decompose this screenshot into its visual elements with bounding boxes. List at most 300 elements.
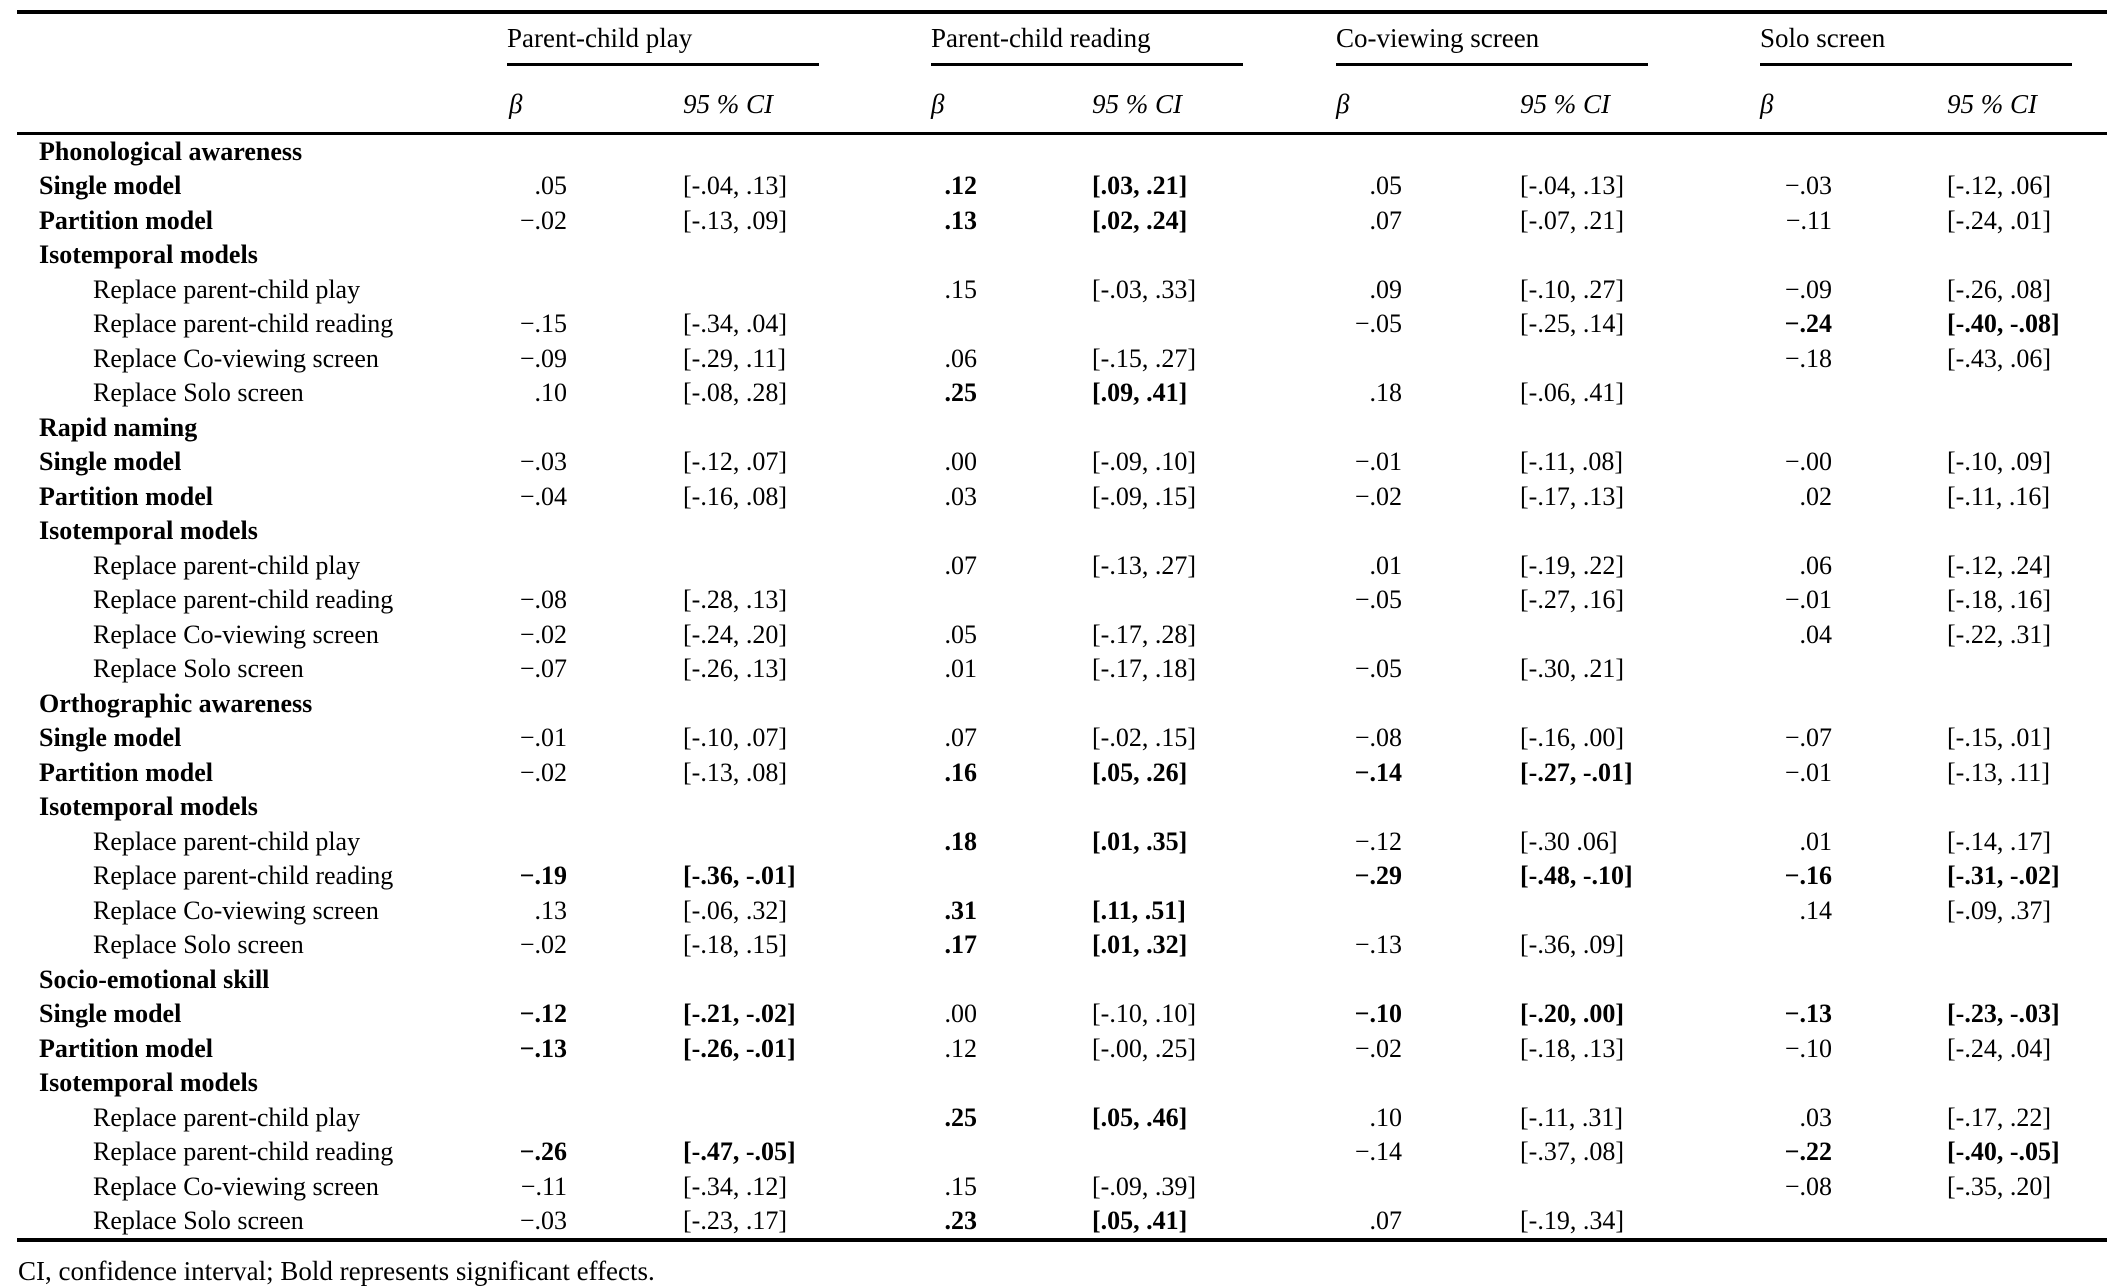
ci-value: [-.26, .13] xyxy=(683,654,787,684)
beta-value: −.08 xyxy=(1784,1171,1832,1201)
beta-value xyxy=(507,1066,567,1101)
ci-value: [.11, .51] xyxy=(1092,895,1186,925)
beta-value: .14 xyxy=(1799,895,1832,925)
beta-value: −.18 xyxy=(1784,343,1832,373)
table-row xyxy=(17,928,2107,963)
ci-value: [.05, .41] xyxy=(1092,1206,1188,1235)
beta-value xyxy=(507,790,567,825)
beta-value xyxy=(1322,618,1402,653)
subheader-row xyxy=(17,66,2107,134)
ci-value xyxy=(1402,514,1742,549)
table-row xyxy=(17,1204,2107,1240)
ci-value: [-.37, .08] xyxy=(1520,1137,1624,1167)
ci-value: [.05, .46] xyxy=(1092,1102,1188,1132)
beta-value: .06 xyxy=(1799,550,1832,580)
row-label: Replace parent-child play xyxy=(93,1102,361,1132)
ci-value: [.09, .41] xyxy=(1092,378,1188,408)
beta-value: .03 xyxy=(944,481,977,511)
ci-value: [-.40, -.05] xyxy=(1947,1137,2060,1167)
ci-value: [.01, .32] xyxy=(1092,930,1188,960)
table-row xyxy=(17,1135,2107,1170)
section-title: Socio-emotional skill xyxy=(39,964,270,994)
row-label: Partition model xyxy=(39,757,214,787)
section-title-row xyxy=(17,134,2107,170)
beta-value: −.05 xyxy=(1354,654,1402,684)
beta-value xyxy=(1742,652,1832,687)
beta-value: .01 xyxy=(944,654,977,684)
beta-value: −.01 xyxy=(1784,757,1832,787)
beta-value xyxy=(1322,342,1402,377)
ci-value: [-.17, .28] xyxy=(1092,619,1196,649)
row-label: Isotemporal models xyxy=(39,792,258,822)
ci-value xyxy=(1832,928,2107,963)
beta-value: −.11 xyxy=(1785,205,1832,235)
table-row xyxy=(17,1170,2107,1205)
ci-value: [-.16, .00] xyxy=(1520,723,1624,753)
ci-value: [-.24, .01] xyxy=(1947,205,2051,235)
row-label: Isotemporal models xyxy=(39,516,258,546)
beta-value xyxy=(1742,790,1832,825)
results-table xyxy=(17,10,2107,1242)
beta-value: −.04 xyxy=(519,481,567,511)
ci-value xyxy=(567,273,907,308)
ci-value: [-.25, .14] xyxy=(1520,309,1624,339)
ci-value: [-.21, -.02] xyxy=(683,999,796,1029)
ci-header: 95 % CI xyxy=(977,66,1322,134)
ci-value: [-.23, .17] xyxy=(683,1206,787,1235)
table-row xyxy=(17,790,2107,825)
row-label: Partition model xyxy=(39,205,214,235)
beta-value: −.12 xyxy=(519,999,567,1029)
beta-value: −.05 xyxy=(1354,585,1402,615)
beta-value: .05 xyxy=(534,171,567,201)
beta-value xyxy=(907,790,977,825)
beta-value xyxy=(907,307,977,342)
ci-value: [-.02, .15] xyxy=(1092,723,1196,753)
ci-value: [-.13, .08] xyxy=(683,757,787,787)
ci-value xyxy=(1832,376,2107,411)
ci-value: [-.17, .22] xyxy=(1947,1102,2051,1132)
ci-value: [-.13, .27] xyxy=(1092,550,1196,580)
ci-value xyxy=(1832,790,2107,825)
ci-value: [-.31, -.02] xyxy=(1947,861,2060,891)
beta-value xyxy=(1322,790,1402,825)
ci-value: [-.13, .11] xyxy=(1947,757,2051,787)
table-row xyxy=(17,549,2107,584)
ci-value xyxy=(1402,790,1742,825)
ci-value xyxy=(567,549,907,584)
beta-value: .13 xyxy=(944,205,977,235)
ci-value xyxy=(567,1101,907,1136)
beta-value: .10 xyxy=(1369,1102,1402,1132)
ci-value: [-.34, .04] xyxy=(683,309,787,339)
beta-value: .25 xyxy=(944,1102,977,1132)
beta-value: .12 xyxy=(944,1033,977,1063)
ci-value: [-.26, .08] xyxy=(1947,274,2051,304)
table-body xyxy=(17,134,2107,1241)
row-label: Single model xyxy=(39,999,182,1029)
ci-value xyxy=(977,514,1322,549)
ci-value xyxy=(1402,894,1742,929)
beta-value: −.22 xyxy=(1784,1137,1832,1167)
ci-value: [-.17, .18] xyxy=(1092,654,1196,684)
beta-value: −.02 xyxy=(519,619,567,649)
corner-cell xyxy=(17,12,507,66)
ci-value xyxy=(1832,238,2107,273)
table-row xyxy=(17,342,2107,377)
row-label: Replace Co-viewing screen xyxy=(93,343,379,373)
beta-value xyxy=(1742,928,1832,963)
row-label: Replace parent-child play xyxy=(93,826,361,856)
beta-value: −.03 xyxy=(1784,171,1832,201)
ci-value: [-.03, .33] xyxy=(1092,274,1196,304)
ci-value: [-.18, .13] xyxy=(1520,1033,1624,1063)
ci-value xyxy=(1832,652,2107,687)
ci-value xyxy=(567,514,907,549)
ci-value xyxy=(1402,1170,1742,1205)
ci-value: [-.19, .34] xyxy=(1520,1206,1624,1235)
table-row xyxy=(17,273,2107,308)
beta-value: .18 xyxy=(944,826,977,856)
ci-value: [-.10, .10] xyxy=(1092,999,1196,1029)
table-row xyxy=(17,1066,2107,1101)
beta-value: −.02 xyxy=(519,930,567,960)
ci-value xyxy=(1402,238,1742,273)
ci-value: [-.18, .15] xyxy=(683,930,787,960)
beta-value: .23 xyxy=(944,1206,977,1235)
ci-value xyxy=(977,307,1322,342)
table-row xyxy=(17,204,2107,239)
group-header-label: Solo screen xyxy=(1760,24,2072,66)
row-label: Replace Co-viewing screen xyxy=(93,619,379,649)
ci-value: [-.34, .12] xyxy=(683,1171,787,1201)
beta-value xyxy=(907,1135,977,1170)
beta-value xyxy=(507,273,567,308)
ci-value: [-.12, .06] xyxy=(1947,171,2051,201)
table-row xyxy=(17,859,2107,894)
ci-header: 95 % CI xyxy=(1832,66,2107,134)
beta-value: .16 xyxy=(944,757,977,787)
beta-value: .01 xyxy=(1799,826,1832,856)
beta-value xyxy=(1742,238,1832,273)
beta-value: .05 xyxy=(1369,171,1402,201)
beta-value: −.09 xyxy=(519,343,567,373)
table-row xyxy=(17,583,2107,618)
beta-value xyxy=(907,1066,977,1101)
ci-value: [-.43, .06] xyxy=(1947,343,2051,373)
table-row xyxy=(17,169,2107,204)
beta-value: −.15 xyxy=(519,309,567,339)
beta-value xyxy=(1322,514,1402,549)
ci-value: [-.20, .00] xyxy=(1520,999,1624,1029)
ci-value: [-.36, .09] xyxy=(1520,930,1624,960)
row-label: Replace parent-child reading xyxy=(93,861,394,891)
ci-value xyxy=(1402,342,1742,377)
beta-value: −.01 xyxy=(1354,447,1402,477)
table-row xyxy=(17,618,2107,653)
group-header-solo xyxy=(1742,12,2107,66)
group-header-reading xyxy=(907,12,1322,66)
footnote: CI, confidence interval; Bold represents significant effects. xyxy=(18,1256,655,1286)
ci-value: [-.06, .41] xyxy=(1520,378,1624,408)
ci-value: [-.27, .16] xyxy=(1520,585,1624,615)
beta-value: −.03 xyxy=(519,1206,567,1235)
beta-value: −.02 xyxy=(1354,1033,1402,1063)
beta-value: .15 xyxy=(944,1171,977,1201)
ci-value xyxy=(567,790,907,825)
beta-value: −.16 xyxy=(1784,861,1832,891)
ci-value: [-.12, .24] xyxy=(1947,550,2051,580)
ci-value: [-.23, -.03] xyxy=(1947,999,2060,1029)
ci-value: [-.11, .08] xyxy=(1520,447,1624,477)
ci-value: [-.08, .28] xyxy=(683,378,787,408)
ci-value xyxy=(567,825,907,860)
beta-header: β xyxy=(907,66,977,134)
ci-value: [.02, .24] xyxy=(1092,205,1188,235)
beta-value: .02 xyxy=(1799,481,1832,511)
beta-value: .25 xyxy=(944,378,977,408)
ci-value: [-.15, .01] xyxy=(1947,723,2051,753)
beta-value: .04 xyxy=(1799,619,1832,649)
beta-value: −.02 xyxy=(519,205,567,235)
beta-value xyxy=(907,238,977,273)
row-label: Isotemporal models xyxy=(39,240,258,270)
ci-value: [-.11, .16] xyxy=(1947,481,2051,511)
beta-value: −.00 xyxy=(1784,447,1832,477)
group-header-label: Parent-child play xyxy=(507,24,819,66)
beta-value: .12 xyxy=(944,171,977,201)
ci-value: [-.47, -.05] xyxy=(683,1137,796,1167)
beta-value: −.10 xyxy=(1784,1033,1832,1063)
beta-value: −.10 xyxy=(1354,999,1402,1029)
row-label: Single model xyxy=(39,447,182,477)
ci-value: [-.09, .10] xyxy=(1092,447,1196,477)
ci-value: [-.48, -.10] xyxy=(1520,861,1633,891)
row-label: Replace Co-viewing screen xyxy=(93,895,379,925)
beta-value: .31 xyxy=(944,895,977,925)
ci-value: [-.09, .15] xyxy=(1092,481,1196,511)
table-row xyxy=(17,307,2107,342)
beta-value: −.07 xyxy=(1784,723,1832,753)
beta-value: −.02 xyxy=(519,757,567,787)
beta-value: .07 xyxy=(1369,205,1402,235)
row-label: Replace parent-child reading xyxy=(93,309,394,339)
ci-value: [-.36, -.01] xyxy=(683,861,796,891)
ci-header: 95 % CI xyxy=(1402,66,1742,134)
ci-value: [-.22, .31] xyxy=(1947,619,2051,649)
beta-header: β xyxy=(1742,66,1832,134)
table-row xyxy=(17,825,2107,860)
ci-value: [-.13, .09] xyxy=(683,205,787,235)
table-row xyxy=(17,997,2107,1032)
ci-value: [-.19, .22] xyxy=(1520,550,1624,580)
table-row xyxy=(17,652,2107,687)
section-title: Orthographic awareness xyxy=(39,688,313,718)
beta-value: .07 xyxy=(944,550,977,580)
beta-header: β xyxy=(507,66,567,134)
beta-value xyxy=(1742,376,1832,411)
beta-value: −.14 xyxy=(1354,1137,1402,1167)
beta-value xyxy=(507,514,567,549)
beta-value: .07 xyxy=(944,723,977,753)
beta-value: −.29 xyxy=(1354,861,1402,891)
table-row xyxy=(17,480,2107,515)
beta-value: .07 xyxy=(1369,1206,1402,1235)
beta-value xyxy=(907,514,977,549)
beta-value: −.08 xyxy=(519,585,567,615)
beta-value: .00 xyxy=(944,447,977,477)
ci-value xyxy=(567,238,907,273)
beta-value: .05 xyxy=(944,619,977,649)
ci-value: [-.09, .37] xyxy=(1947,895,2051,925)
ci-value: [-.10, .07] xyxy=(683,723,787,753)
ci-header: 95 % CI xyxy=(567,66,907,134)
table-row xyxy=(17,1032,2107,1067)
row-label: Replace Solo screen xyxy=(93,1206,304,1235)
beta-header: β xyxy=(1322,66,1402,134)
row-label: Replace Solo screen xyxy=(93,378,304,408)
beta-value xyxy=(907,583,977,618)
beta-value: .17 xyxy=(944,930,977,960)
beta-value xyxy=(1742,514,1832,549)
table-row xyxy=(17,1101,2107,1136)
ci-value: [-.30 .06] xyxy=(1520,826,1618,856)
row-label: Partition model xyxy=(39,1033,214,1063)
group-header-coviewing xyxy=(1322,12,1742,66)
beta-value xyxy=(1322,1170,1402,1205)
section-title-row xyxy=(17,687,2107,722)
ci-value: [-.14, .17] xyxy=(1947,826,2051,856)
table-row xyxy=(17,894,2107,929)
row-label: Replace Co-viewing screen xyxy=(93,1171,379,1201)
ci-value xyxy=(977,583,1322,618)
ci-value: [-.10, .09] xyxy=(1947,447,2051,477)
beta-value: −.09 xyxy=(1784,274,1832,304)
beta-value: −.26 xyxy=(519,1137,567,1167)
ci-value: [-.30, .21] xyxy=(1520,654,1624,684)
ci-value xyxy=(1832,1204,2107,1240)
ci-value: [-.16, .08] xyxy=(683,481,787,511)
row-label: Single model xyxy=(39,723,182,753)
row-label: Partition model xyxy=(39,481,214,511)
beta-value: .09 xyxy=(1369,274,1402,304)
beta-value: −.13 xyxy=(1784,999,1832,1029)
ci-value: [-.11, .31] xyxy=(1520,1102,1624,1132)
beta-value: .10 xyxy=(534,378,567,408)
ci-value: [.05, .26] xyxy=(1092,757,1188,787)
beta-value xyxy=(507,549,567,584)
beta-value: .13 xyxy=(534,895,567,925)
beta-value: −.24 xyxy=(1784,309,1832,339)
ci-value xyxy=(977,238,1322,273)
group-header-row xyxy=(17,12,2107,66)
section-title-row xyxy=(17,411,2107,446)
beta-value xyxy=(1742,1066,1832,1101)
beta-value: −.14 xyxy=(1354,757,1402,787)
ci-value xyxy=(977,1066,1322,1101)
row-label: Isotemporal models xyxy=(39,1068,258,1098)
ci-value: [-.27, -.01] xyxy=(1520,757,1633,787)
beta-value: −.11 xyxy=(520,1171,567,1201)
row-label: Replace parent-child play xyxy=(93,274,361,304)
ci-value: [-.29, .11] xyxy=(683,343,787,373)
ci-value: [.03, .21] xyxy=(1092,171,1188,201)
beta-value: −.02 xyxy=(1354,481,1402,511)
group-header-label: Co-viewing screen xyxy=(1336,24,1648,66)
ci-value xyxy=(1402,618,1742,653)
table-row xyxy=(17,756,2107,791)
section-title: Rapid naming xyxy=(39,412,198,442)
beta-value: .01 xyxy=(1369,550,1402,580)
ci-value: [-.40, -.08] xyxy=(1947,309,2060,339)
ci-value xyxy=(567,1066,907,1101)
beta-value: −.19 xyxy=(519,861,567,891)
section-title: Phonological awareness xyxy=(39,137,303,166)
ci-value: [-.28, .13] xyxy=(683,585,787,615)
group-header-label: Parent-child reading xyxy=(931,24,1243,66)
table-row xyxy=(17,721,2107,756)
section-title-row xyxy=(17,963,2107,998)
row-label: Replace parent-child play xyxy=(93,550,361,580)
ci-value xyxy=(977,1135,1322,1170)
beta-value: −.05 xyxy=(1354,309,1402,339)
table-row xyxy=(17,445,2107,480)
beta-value xyxy=(907,859,977,894)
beta-value: −.13 xyxy=(1354,930,1402,960)
beta-value xyxy=(1742,1204,1832,1240)
ci-value: [-.15, .27] xyxy=(1092,343,1196,373)
beta-value xyxy=(1322,238,1402,273)
table-row xyxy=(17,376,2107,411)
beta-value: −.07 xyxy=(519,654,567,684)
beta-value: .03 xyxy=(1799,1102,1832,1132)
ci-value xyxy=(977,790,1322,825)
beta-value: −.13 xyxy=(519,1033,567,1063)
beta-value: .15 xyxy=(944,274,977,304)
table-row xyxy=(17,514,2107,549)
ci-value: [-.24, .20] xyxy=(683,619,787,649)
ci-value: [-.26, -.01] xyxy=(683,1033,796,1063)
group-header-play xyxy=(507,12,907,66)
empty-cell xyxy=(17,66,507,134)
row-label: Replace parent-child reading xyxy=(93,1137,394,1167)
ci-value: [-.04, .13] xyxy=(683,171,787,201)
ci-value: [-.06, .32] xyxy=(683,895,787,925)
beta-value: .18 xyxy=(1369,378,1402,408)
ci-value xyxy=(1832,1066,2107,1101)
beta-value xyxy=(1322,1066,1402,1101)
beta-value: −.01 xyxy=(1784,585,1832,615)
ci-value: [-.09, .39] xyxy=(1092,1171,1196,1201)
ci-value: [-.35, .20] xyxy=(1947,1171,2051,1201)
ci-value: [-.12, .07] xyxy=(683,447,787,477)
beta-value: .00 xyxy=(944,999,977,1029)
ci-value xyxy=(977,859,1322,894)
ci-value: [-.18, .16] xyxy=(1947,585,2051,615)
ci-value: [-.00, .25] xyxy=(1092,1033,1196,1063)
ci-value xyxy=(1402,1066,1742,1101)
ci-value: [.01, .35] xyxy=(1092,826,1188,856)
beta-value xyxy=(1322,894,1402,929)
beta-value: .06 xyxy=(944,343,977,373)
beta-value xyxy=(507,238,567,273)
ci-value: [-.17, .13] xyxy=(1520,481,1624,511)
ci-value: [-.04, .13] xyxy=(1520,171,1624,201)
row-label: Replace Solo screen xyxy=(93,930,304,960)
beta-value xyxy=(507,1101,567,1136)
beta-value: −.01 xyxy=(519,723,567,753)
row-label: Replace parent-child reading xyxy=(93,585,394,615)
